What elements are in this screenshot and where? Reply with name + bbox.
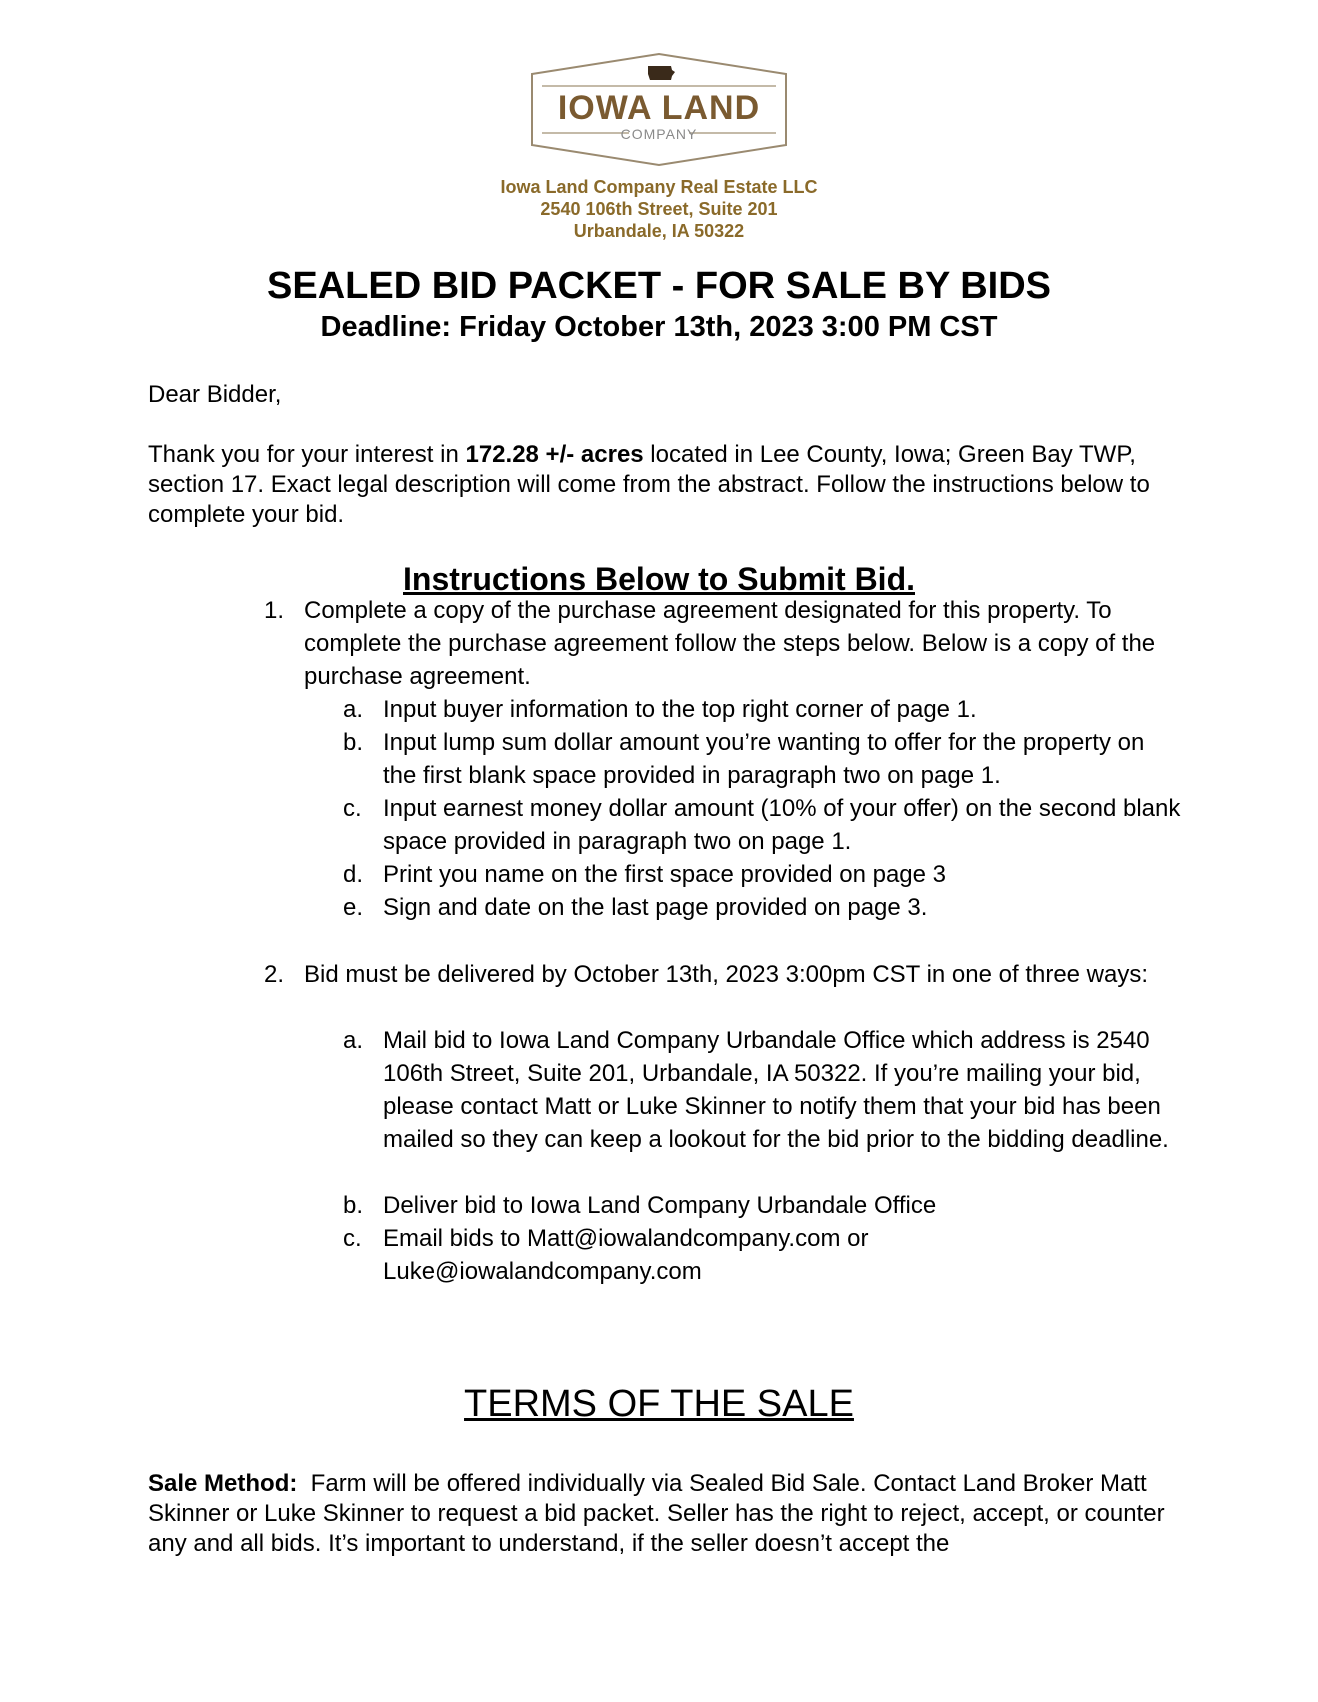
sub-instruction-text: Email bids to Matt@iowalandcompany.com or Luke@iowalandcompany.com — [383, 1225, 869, 1285]
instruction-marker: 1. — [264, 597, 285, 624]
sale-method-text: Farm will be offered individually via Sealed Bid Sale. Contact Land Broker Matt Skinner or Luke Skinner to request a bid packet. Seller has the right to reject, accept, or counter any and all bids. It’s important to understand, if the seller doesn’t accept the — [148, 1470, 1172, 1557]
intro-text-after: located in Lee County, Iowa; Green Bay TWP, section 17. Exact legal description will come from the abstract. Follow the instructions below to complete your bid. — [148, 441, 1150, 528]
company-address-line1: 2540 106th Street, Suite 201 — [540, 199, 778, 219]
intro-acreage: 172.28 +/- acres — [465, 441, 644, 468]
page-title: SEALED BID PACKET - FOR SALE BY BIDS — [267, 265, 1051, 307]
sub-instruction-text: Input lump sum dollar amount you’re wanting to offer for the property on the first blank space provided in paragraph two on page 1. — [383, 729, 1145, 789]
logo-sub-text: COMPANY — [620, 126, 698, 142]
intro-paragraph — [148, 440, 1178, 530]
sub-instruction-text: Sign and date on the last page provided on page 3. — [383, 894, 928, 921]
sub-instruction-marker: c. — [343, 1225, 362, 1252]
greeting: Dear Bidder, — [148, 381, 282, 408]
instruction-marker: 2. — [264, 961, 285, 988]
company-info — [0, 176, 1318, 242]
intro-text-before: Thank you for your interest in — [148, 441, 466, 468]
sub-instruction-marker: c. — [343, 795, 362, 822]
sub-instruction-text: Input earnest money dollar amount (10% of your offer) on the second blank space provided in paragraph two on page 1. — [383, 795, 1181, 855]
instruction-text: Complete a copy of the purchase agreement designated for this property. To complete the purchase agreement follow the steps below. Below is a copy of the purchase agreement. — [304, 597, 1156, 690]
sale-method-label: Sale Method: — [148, 1470, 298, 1497]
logo-main-text: IOWA LAND — [557, 89, 761, 127]
sub-instruction-marker: a. — [343, 1027, 364, 1054]
sub-instruction-marker: e. — [343, 894, 364, 921]
instructions-heading: Instructions Below to Submit Bid. — [403, 561, 915, 597]
sub-instruction-text: Print you name on the first space provided on page 3 — [383, 861, 947, 888]
iowa-state-icon — [648, 66, 675, 80]
sub-instruction-text: Input buyer information to the top right corner of page 1. — [383, 696, 977, 723]
sub-instruction-text: Mail bid to Iowa Land Company Urbandale Office which address is 2540 106th Street, Suite 201, Urbandale, IA 50322. If you’re mailing your bid, please contact Matt or Luke Skinner to notify them that your bid has been mailed so they can keep a lookout for the bid prior to the bidding deadline. — [383, 1027, 1169, 1153]
sub-instruction-marker: b. — [343, 729, 364, 756]
sub-instruction-marker: b. — [343, 1192, 364, 1219]
company-name: Iowa Land Company Real Estate LLC — [500, 177, 818, 197]
company-address-line2: Urbandale, IA 50322 — [573, 221, 745, 241]
sub-instruction-text: Deliver bid to Iowa Land Company Urbandale Office — [383, 1192, 937, 1219]
deadline: Deadline: Friday October 13th, 2023 3:00 PM CST — [320, 311, 998, 343]
sub-instruction-marker: d. — [343, 861, 364, 888]
company-logo — [524, 52, 794, 167]
sub-instruction-marker: a. — [343, 696, 364, 723]
sale-method-paragraph — [148, 1469, 1188, 1559]
terms-heading: TERMS OF THE SALE — [464, 1383, 854, 1425]
instruction-text: Bid must be delivered by October 13th, 2023 3:00pm CST in one of three ways: — [304, 961, 1149, 988]
